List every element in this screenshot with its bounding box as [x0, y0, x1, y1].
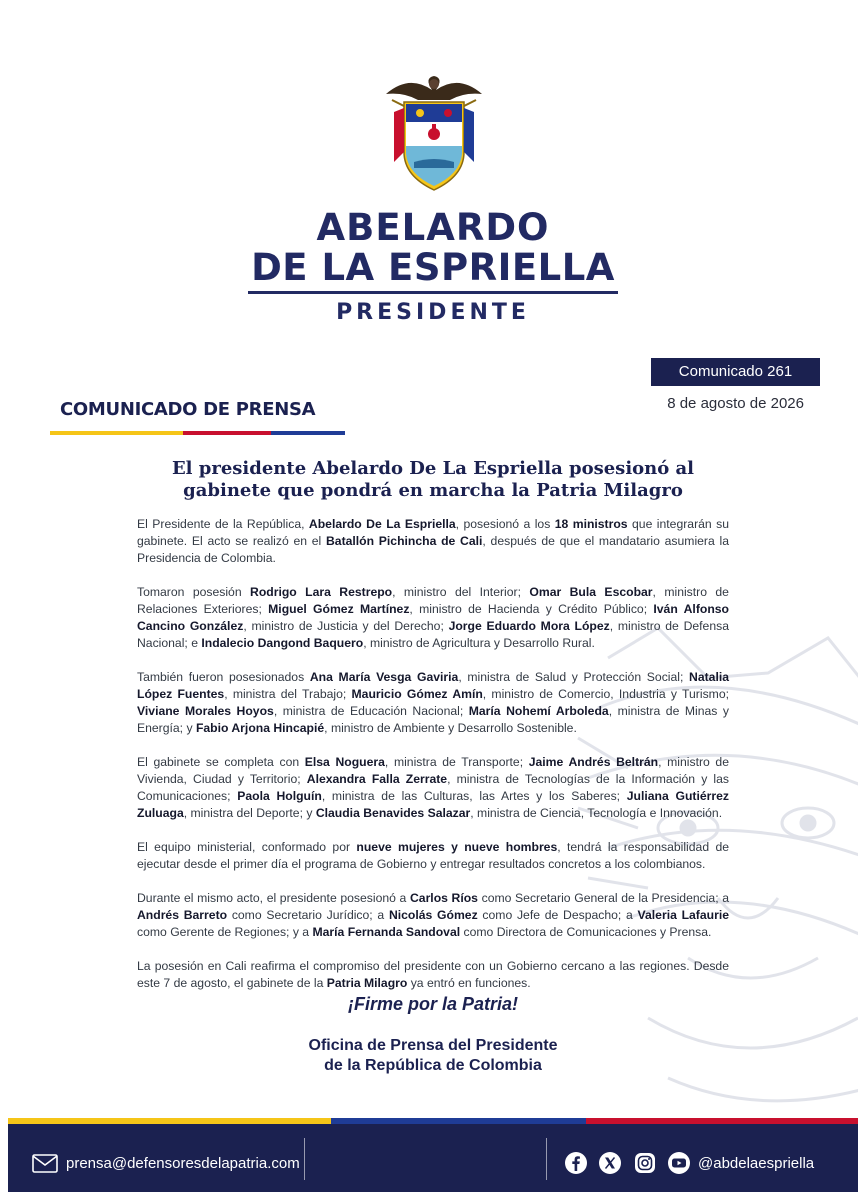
headline — [128, 458, 738, 502]
bold-run: Paola Holguín — [237, 789, 322, 803]
body-paragraph — [137, 669, 729, 737]
bold-run: Patria Milagro — [326, 976, 408, 990]
bold-run: Nicolás Gómez — [388, 908, 478, 922]
footer-bar — [8, 1124, 858, 1192]
x-icon[interactable] — [598, 1151, 622, 1175]
press-release-page — [8, 8, 858, 1192]
closing-motto: ¡Firme por la Patria! — [347, 994, 519, 1014]
text-run: , ministro de Hacienda y Crédito Público; — [409, 602, 654, 616]
body-text — [137, 516, 729, 1009]
text-run: , ministra de Ciencia, Tecnología e Innovación. — [470, 806, 723, 820]
text-run: , ministra de Educación Nacional; — [273, 704, 469, 718]
text-run: , después de que el mandatario asumiera la Presidencia de Colombia. — [137, 534, 729, 565]
text-run: como Gerente de Regiones; y a — [137, 925, 313, 939]
instagram-icon[interactable] — [633, 1151, 657, 1175]
bold-run: Ana María Vesga Gaviria — [309, 670, 459, 684]
bold-run: Miguel Gómez Martínez — [268, 602, 410, 616]
bold-run: Jaime Andrés Beltrán — [528, 755, 659, 769]
text-run: que integrarán su gabinete. El acto se realizó en el — [137, 517, 729, 548]
headline-line2: gabinete que pondrá en marcha la Patria Milagro — [183, 480, 683, 501]
brand-name-line1: ABELARDO — [316, 206, 550, 249]
press-email-link[interactable]: prensa@defensoresdelapatria.com — [66, 1155, 300, 1172]
text-run: , ministro de Ambiente y Desarrollo Sostenible. — [324, 721, 577, 735]
bold-run: nueve mujeres y nueve hombres — [356, 840, 558, 854]
text-run: , ministra de las Culturas, las Artes y los Saberes; — [321, 789, 627, 803]
text-run: ya entró en funciones. — [407, 976, 531, 990]
text-run: , posesionó a los — [455, 517, 555, 531]
text-run: como Secretario General de la Presidencia; a — [477, 891, 730, 905]
brand-name-line2: DE LA ESPRIELLA — [251, 246, 615, 289]
bold-run: Abelardo De La Espriella — [308, 517, 456, 531]
text-run: , ministro de Justicia y del Derecho; — [243, 619, 449, 633]
text-run: , ministra de Salud y Protección Social; — [458, 670, 690, 684]
bold-run: Valeria Lafaurie — [637, 908, 729, 922]
bold-run: Viviane Morales Hoyos — [137, 704, 274, 718]
bold-run: Iván Alfonso Cancino González — [137, 602, 729, 633]
bold-run: Omar Bula Escobar — [529, 585, 653, 599]
body-paragraph — [137, 584, 729, 652]
text-run: como Secretario Jurídico; a — [227, 908, 389, 922]
text-run: También fueron posesionados — [137, 670, 310, 684]
bold-run: María Nohemí Arboleda — [468, 704, 609, 718]
text-run: Durante el mismo acto, el presidente posesionó a — [137, 891, 410, 905]
signature-office-line1: Oficina de Prensa del Presidente — [308, 1037, 558, 1054]
bold-run: Elsa Noguera — [304, 755, 385, 769]
communique-number-badge: Comunicado 261 — [651, 358, 820, 386]
body-paragraph — [137, 890, 729, 941]
press-release-label: COMUNICADO DE PRENSA — [60, 399, 316, 420]
text-run: como Jefe de Despacho; a — [477, 908, 638, 922]
text-run: El Presidente de la República, — [137, 517, 309, 531]
text-run: como Directora de Comunicaciones y Prensa. — [460, 925, 712, 939]
text-run: , ministra del Deporte; y — [183, 806, 316, 820]
body-paragraph — [137, 754, 729, 822]
bold-run: Andrés Barreto — [137, 908, 228, 922]
signature-office-line2: de la República de Colombia — [324, 1057, 542, 1074]
text-run: El gabinete se completa con — [137, 755, 305, 769]
bold-run: Claudia Benavides Salazar — [315, 806, 471, 820]
bold-run: Indalecio Dangond Baquero — [201, 636, 364, 650]
bold-run: Fabio Arjona Hincapié — [195, 721, 325, 735]
text-run: El equipo ministerial, conformado por — [137, 840, 357, 854]
bold-run: Jorge Eduardo Mora López — [448, 619, 610, 633]
bold-run: María Fernanda Sandoval — [312, 925, 461, 939]
bold-run: Juliana Gutiérrez Zuluaga — [137, 789, 730, 820]
text-run: Tomaron posesión — [137, 585, 251, 599]
brand-title: PRESIDENTE — [336, 300, 530, 325]
brand-divider — [248, 291, 618, 294]
body-paragraph — [137, 516, 729, 567]
text-run: La posesión en Cali reafirma el compromiso del presidente con un Gobierno cercano a las regiones. Desde este 7 de agosto, el gabinete de la — [137, 959, 729, 990]
text-run: , ministra de Minas y Energía; y — [137, 704, 729, 735]
bold-run: Rodrigo Lara Restrepo — [250, 585, 393, 599]
youtube-icon[interactable] — [667, 1151, 691, 1175]
bold-run: Natalia López Fuentes — [137, 670, 730, 701]
text-run: , ministra de Transporte; — [384, 755, 529, 769]
text-run: , ministro de Vivienda, Ciudad y Territorio; — [137, 755, 729, 786]
bold-run: 18 ministros — [554, 517, 628, 531]
text-run: , ministra del Trabajo; — [224, 687, 352, 701]
facebook-icon[interactable] — [564, 1151, 588, 1175]
text-run: , ministra de Tecnologías de la Información y las Comunicaciones; — [137, 772, 730, 803]
bold-run: Carlos Ríos — [409, 891, 478, 905]
bold-run: Mauricio Gómez Amín — [351, 687, 483, 701]
tricolor-rule — [50, 431, 345, 435]
text-run: , ministro de Relaciones Exteriores; — [137, 585, 729, 616]
mail-icon — [32, 1154, 58, 1173]
text-run: , tendrá la responsabilidad de ejecutar desde el primer día el programa de Gobierno y entregar resultados concretos a los colombianos. — [137, 840, 730, 871]
text-run: , ministro de Comercio, Industria y Turismo; — [482, 687, 729, 701]
text-run: , ministro del Interior; — [392, 585, 530, 599]
release-date: 8 de agosto de 2026 — [667, 395, 804, 412]
headline-line1: El presidente Abelardo De La Espriella posesionó al — [171, 458, 695, 479]
text-run: , ministro de Defensa Nacional; e — [137, 619, 729, 650]
body-paragraph — [137, 958, 729, 992]
body-paragraph — [137, 839, 729, 873]
footer-divider — [546, 1138, 547, 1180]
colombia-coat-of-arms-icon — [384, 72, 484, 194]
footer-divider — [304, 1138, 305, 1180]
text-run: , ministro de Agricultura y Desarrollo Rural. — [363, 636, 595, 650]
social-handle-link[interactable]: @abdelaespriella — [698, 1155, 815, 1172]
bold-run: Alexandra Falla Zerrate — [306, 772, 448, 786]
bold-run: Batallón Pichincha de Cali — [325, 534, 483, 548]
